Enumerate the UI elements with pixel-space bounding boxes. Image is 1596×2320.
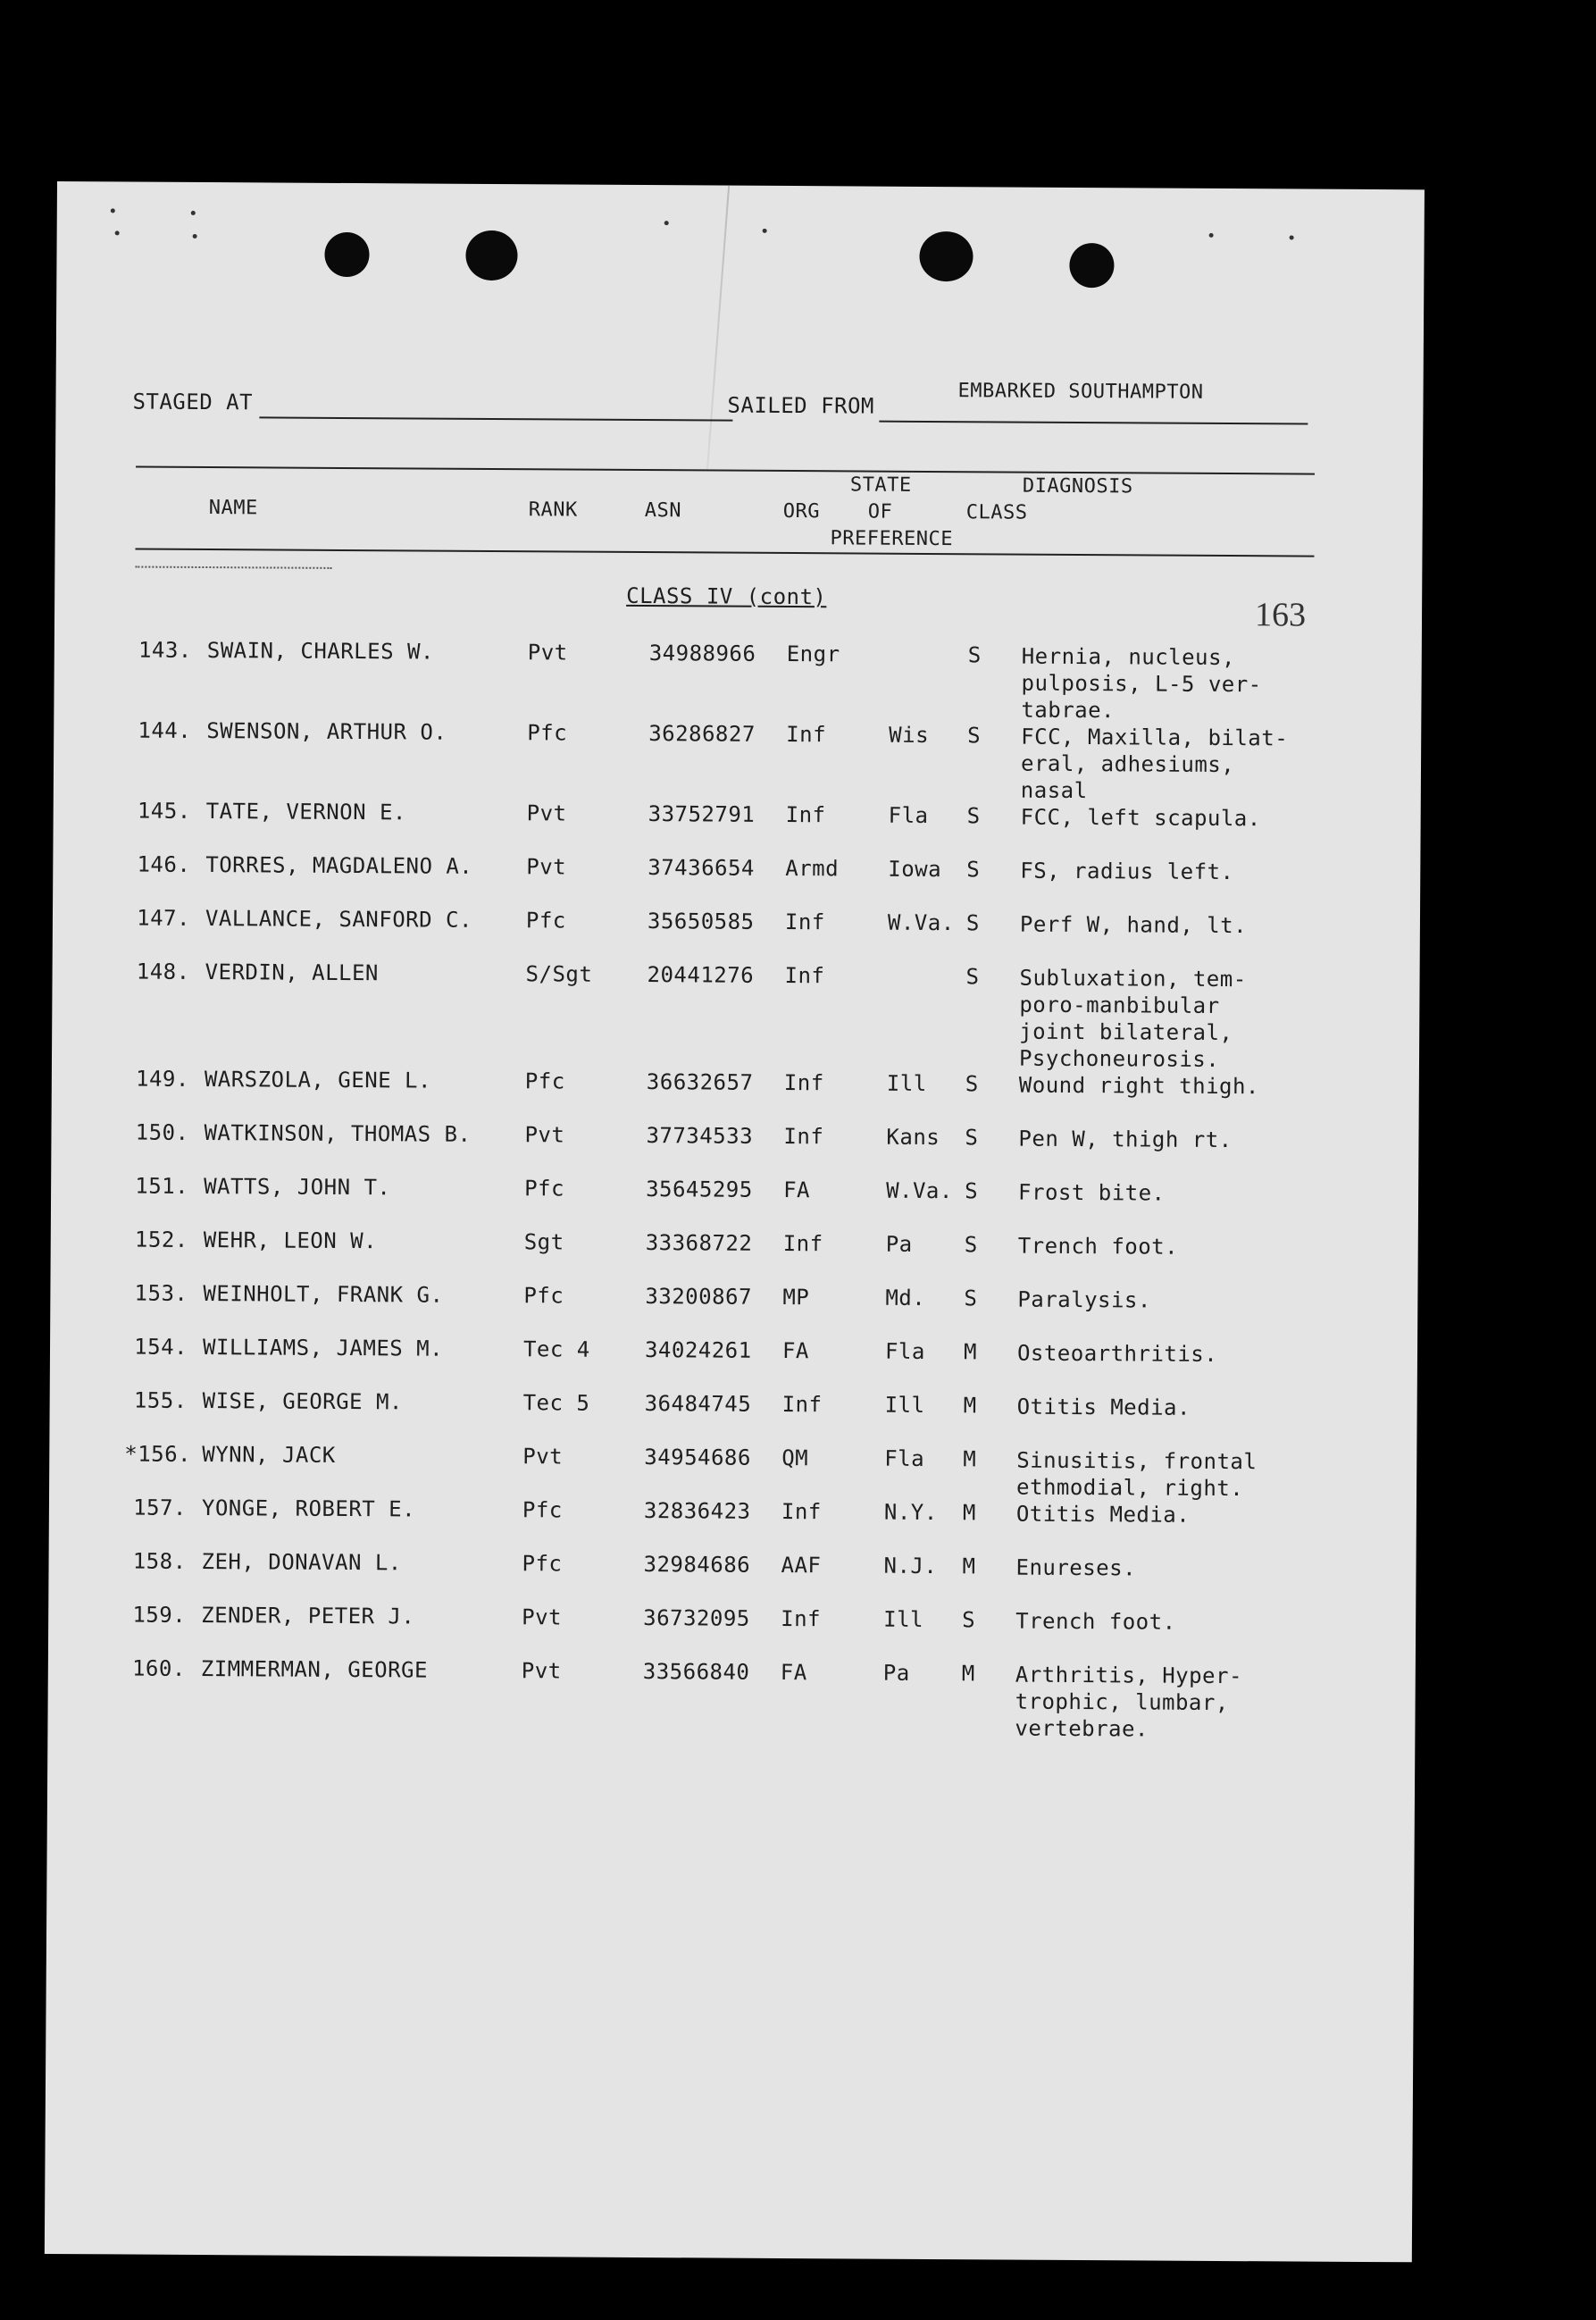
row-rank: Pvt <box>522 1444 564 1470</box>
table-row <box>53 851 1420 895</box>
row-state: Pa <box>882 1660 910 1686</box>
row-class: S <box>965 1071 979 1097</box>
row-class: M <box>963 1339 978 1365</box>
row-class: M <box>962 1500 976 1526</box>
table-row <box>50 1280 1417 1324</box>
header-top-rule <box>136 466 1315 475</box>
row-name: VERDIN, ALLEN <box>205 959 380 986</box>
row-number: 144. <box>138 717 192 743</box>
paper-speck <box>111 208 115 213</box>
col-rank: RANK <box>528 498 578 522</box>
table-row <box>49 1495 1416 1538</box>
sailed-from-line <box>879 421 1308 425</box>
row-number: 154. <box>134 1334 188 1360</box>
row-number: 147. <box>137 905 191 931</box>
row-diagnosis: FCC, Maxilla, bilat- eral, adhesiums, nasal <box>1020 724 1289 804</box>
col-org: ORG <box>782 499 821 523</box>
paper-speck <box>115 230 120 235</box>
table-row <box>51 1173 1418 1217</box>
row-class: S <box>962 1607 976 1633</box>
table-row <box>48 1602 1416 1646</box>
sailed-from-label: SAILED FROM <box>727 392 875 419</box>
row-class: S <box>964 1286 978 1311</box>
punch-hole <box>1069 243 1114 288</box>
row-rank: Pvt <box>526 854 567 880</box>
row-state: Pa <box>885 1231 913 1257</box>
row-diagnosis: Otitis Media. <box>1016 1394 1191 1420</box>
row-org: Engr <box>786 641 840 667</box>
row-name: SWENSON, ARTHUR O. <box>206 718 447 745</box>
col-state-line2: OF <box>867 500 893 523</box>
row-state: Fla <box>888 802 929 828</box>
row-rank: Tec 5 <box>522 1390 590 1416</box>
row-state: N.J. <box>883 1553 938 1579</box>
col-class: CLASS <box>965 501 1028 524</box>
paper-speck <box>1290 235 1294 239</box>
document-page <box>45 181 1425 2262</box>
row-state: Ill <box>883 1606 924 1632</box>
row-class: S <box>966 803 981 829</box>
row-diagnosis: Osteoarthritis. <box>1016 1340 1218 1367</box>
row-number: 155. <box>133 1387 188 1413</box>
row-diagnosis: Enureses. <box>1015 1554 1137 1581</box>
row-state: Wis <box>889 722 930 748</box>
row-rank: Pfc <box>524 1068 565 1094</box>
row-state: Iowa <box>888 856 942 883</box>
row-name: SWAIN, CHARLES W. <box>206 638 435 665</box>
table-row <box>54 798 1421 842</box>
table-row <box>52 1066 1419 1110</box>
row-asn: 36484745 <box>644 1391 752 1417</box>
row-class: M <box>962 1554 976 1579</box>
punch-hole <box>465 230 517 281</box>
row-number: 160. <box>131 1655 186 1681</box>
row-asn: 32984686 <box>643 1552 751 1578</box>
staged-at-line <box>259 416 732 421</box>
row-org: Inf <box>783 1069 824 1096</box>
row-state: Md. <box>885 1285 926 1311</box>
row-org: Inf <box>782 1230 823 1257</box>
row-diagnosis: Wound right thigh. <box>1018 1072 1260 1100</box>
row-rank: Pfc <box>523 1283 564 1309</box>
row-org: FA <box>780 1659 807 1686</box>
row-rank: Pfc <box>522 1551 563 1577</box>
row-rank: Pvt <box>522 1604 563 1630</box>
row-diagnosis: Trench foot. <box>1015 1608 1176 1635</box>
row-name: WATKINSON, THOMAS B. <box>204 1120 472 1147</box>
row-rank: Pvt <box>524 1122 565 1148</box>
row-asn: 36732095 <box>643 1605 750 1631</box>
row-asn: 37436654 <box>648 855 755 881</box>
row-asn: 34988966 <box>648 641 756 666</box>
row-name: WYNN, JACK <box>202 1442 336 1468</box>
col-name: NAME <box>208 497 258 520</box>
row-asn: 37734533 <box>646 1123 754 1149</box>
row-number: 151. <box>135 1173 189 1199</box>
row-org: AAF <box>781 1552 822 1579</box>
row-name: VALLANCE, SANFORD C. <box>205 906 473 933</box>
row-asn: 20441276 <box>647 962 755 988</box>
row-class: S <box>965 1125 979 1151</box>
row-rank: Pfc <box>525 908 566 934</box>
row-diagnosis: Frost bite. <box>1018 1179 1166 1206</box>
dotted-rule <box>135 566 331 569</box>
table-row <box>53 905 1420 949</box>
row-name: TORRES, MAGDALENO A. <box>205 852 473 879</box>
row-diagnosis: Perf W, hand, lt. <box>1019 911 1248 939</box>
row-asn: 33368722 <box>645 1230 753 1256</box>
row-state: Fla <box>884 1338 925 1364</box>
row-state: Ill <box>886 1070 927 1096</box>
row-state: N.Y. <box>883 1499 938 1526</box>
punch-hole <box>324 232 369 277</box>
row-class: S <box>964 1232 978 1258</box>
row-name: WATTS, JOHN T. <box>204 1174 391 1201</box>
row-rank: Pfc <box>524 1176 565 1202</box>
col-diagnosis: DIAGNOSIS <box>1022 474 1133 498</box>
row-name: WEHR, LEON W. <box>203 1227 378 1254</box>
row-asn: 33200867 <box>645 1284 753 1310</box>
paper-speck <box>1209 233 1214 238</box>
table-row <box>52 959 1419 1072</box>
sailed-from-value: EMBARKED SOUTHAMPTON <box>957 380 1204 404</box>
section-title: CLASS IV (cont) <box>626 582 827 610</box>
row-diagnosis: FS, radius left. <box>1020 858 1234 885</box>
row-state: Fla <box>884 1445 925 1471</box>
row-asn: 36286827 <box>648 721 756 747</box>
col-state-line3: PREFERENCE <box>830 527 954 551</box>
row-diagnosis: Subluxation, tem- poro-manbibular joint bilateral, Psychoneurosis. <box>1018 965 1247 1072</box>
row-class: S <box>965 910 980 936</box>
col-asn: ASN <box>644 499 682 523</box>
row-number: *156. <box>124 1441 192 1467</box>
table-row <box>50 1387 1417 1431</box>
row-class: M <box>963 1446 977 1472</box>
row-rank: Pfc <box>522 1497 563 1523</box>
row-org: Armd <box>785 855 840 882</box>
row-org: Inf <box>781 1498 822 1525</box>
row-org: Inf <box>783 1123 824 1150</box>
table-row <box>50 1334 1417 1378</box>
row-asn: 34024261 <box>644 1337 752 1363</box>
row-class: S <box>965 1178 979 1204</box>
row-diagnosis: Trench foot. <box>1017 1233 1179 1260</box>
row-org: Inf <box>781 1391 823 1418</box>
row-diagnosis: Paralysis. <box>1017 1286 1151 1313</box>
row-asn: 33752791 <box>648 801 756 827</box>
row-number: 152. <box>134 1227 188 1252</box>
row-diagnosis: Pen W, thigh rt. <box>1018 1126 1233 1153</box>
row-class: S <box>965 964 980 990</box>
row-name: ZIMMERMAN, GEORGE <box>200 1656 429 1683</box>
row-name: WEINHOLT, FRANK G. <box>203 1281 444 1308</box>
row-class: M <box>963 1393 977 1419</box>
row-asn: 33566840 <box>642 1659 750 1685</box>
paper-speck <box>193 234 197 239</box>
row-diagnosis: FCC, left scapula. <box>1020 804 1261 832</box>
paper-speck <box>664 221 669 225</box>
row-org: QM <box>781 1445 809 1471</box>
paper-speck <box>191 211 196 215</box>
row-org: Inf <box>785 801 826 828</box>
row-class: S <box>966 857 981 883</box>
paper-crease <box>706 186 730 471</box>
row-number: 159. <box>132 1602 187 1628</box>
row-org: Inf <box>781 1605 822 1632</box>
row-org: FA <box>783 1177 811 1203</box>
row-state: Kans <box>886 1124 940 1151</box>
row-number: 158. <box>132 1548 187 1574</box>
row-name: YONGE, ROBERT E. <box>201 1495 416 1522</box>
row-number: 150. <box>135 1119 189 1145</box>
row-diagnosis: Otitis Media. <box>1015 1501 1191 1528</box>
row-rank: Pfc <box>527 720 568 746</box>
row-diagnosis: Sinusitis, frontal ethmodial, right. <box>1016 1447 1258 1502</box>
row-asn: 32836423 <box>643 1498 751 1524</box>
row-number: 157. <box>133 1495 188 1520</box>
staged-at-label: STAGED AT <box>132 389 254 415</box>
row-state: W.Va. <box>886 1177 953 1204</box>
row-rank: S/Sgt <box>525 961 593 987</box>
row-org: FA <box>781 1337 810 1364</box>
row-org: Inf <box>784 909 825 935</box>
table-row <box>48 1655 1416 1742</box>
row-class: S <box>967 723 982 749</box>
row-name: WISE, GEORGE M. <box>202 1388 403 1415</box>
row-rank: Pvt <box>526 800 567 826</box>
row-number: 145. <box>137 798 191 824</box>
row-rank: Sgt <box>523 1229 564 1255</box>
row-number: 146. <box>137 851 191 877</box>
row-rank: Tec 4 <box>522 1336 590 1362</box>
row-asn: 35650585 <box>647 909 755 934</box>
row-state: W.Va. <box>887 909 955 936</box>
row-name: TATE, VERNON E. <box>205 799 407 825</box>
table-row <box>54 637 1422 724</box>
paper-speck <box>763 229 767 233</box>
table-row <box>54 717 1421 804</box>
row-number: 148. <box>136 959 190 984</box>
row-diagnosis: Hernia, nucleus, pulposis, L-5 ver- tabrae. <box>1021 643 1262 724</box>
row-asn: 36632657 <box>646 1069 754 1095</box>
row-diagnosis: Arthritis, Hyper- trophic, lumbar, vertebrae. <box>1015 1662 1243 1742</box>
row-rank: Pvt <box>527 640 568 666</box>
row-number: 153. <box>134 1280 188 1306</box>
row-number: 149. <box>135 1066 189 1092</box>
row-org: MP <box>782 1284 810 1311</box>
row-state: Ill <box>884 1392 925 1418</box>
row-class: S <box>967 642 982 668</box>
row-rank: Pvt <box>521 1658 562 1684</box>
header-bottom-rule <box>135 549 1314 557</box>
row-org: Inf <box>784 962 825 989</box>
row-asn: 34954686 <box>644 1445 751 1470</box>
table-row <box>51 1119 1418 1163</box>
punch-hole <box>919 231 973 281</box>
table-row <box>49 1441 1416 1502</box>
row-name: ZENDER, PETER J. <box>201 1603 415 1629</box>
row-number: 143. <box>138 637 192 663</box>
row-class: M <box>961 1661 975 1687</box>
row-name: WARSZOLA, GENE L. <box>204 1067 432 1093</box>
row-asn: 35645295 <box>646 1177 753 1202</box>
page-number: 163 <box>1254 596 1307 634</box>
table-row <box>48 1548 1416 1592</box>
row-org: Inf <box>786 721 827 748</box>
row-name: WILLIAMS, JAMES M. <box>202 1335 444 1361</box>
table-row <box>51 1227 1418 1270</box>
row-name: ZEH, DONAVAN L. <box>201 1549 402 1576</box>
col-state-line1: STATE <box>849 473 912 497</box>
